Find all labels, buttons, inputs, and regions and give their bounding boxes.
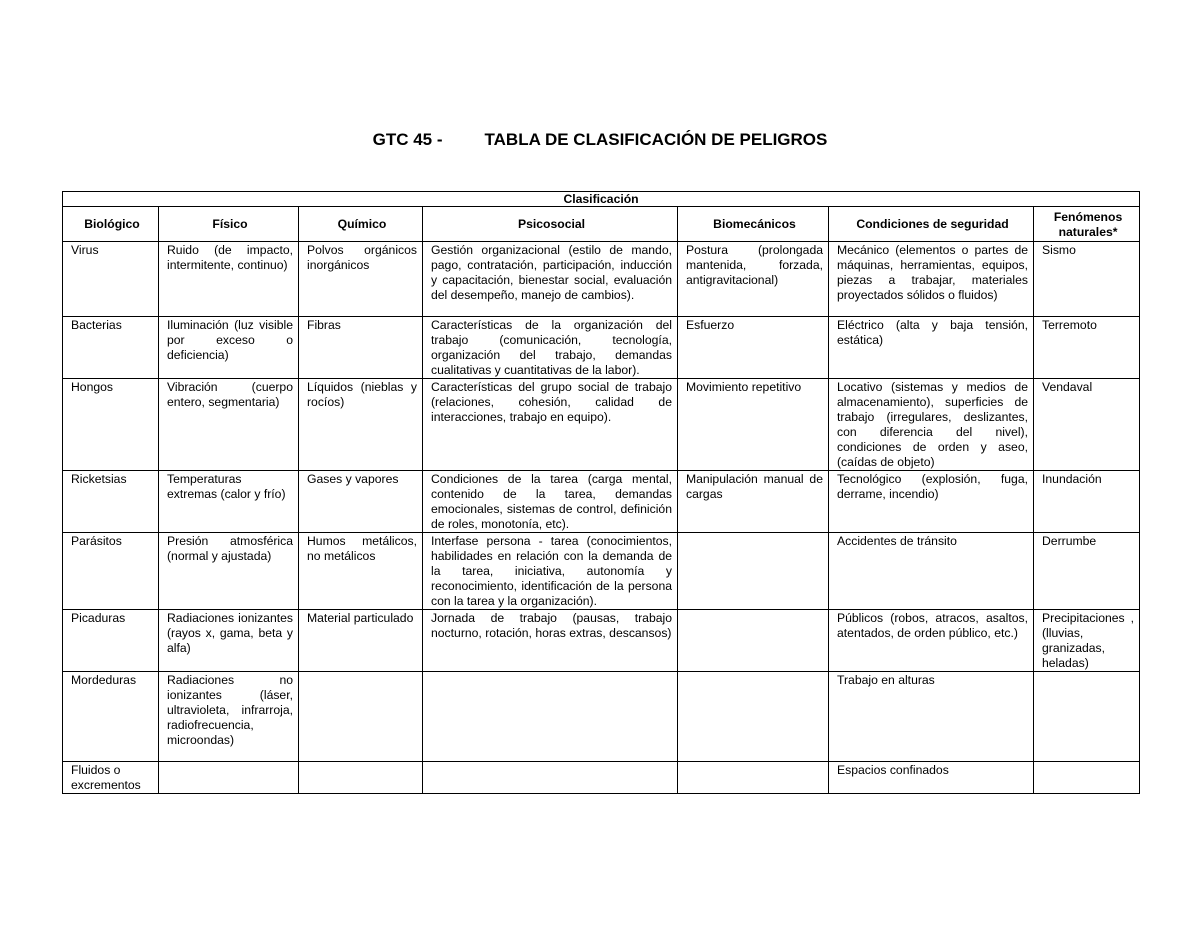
table-cell: Virus: [63, 242, 159, 317]
table-row: [63, 762, 1140, 794]
document-code: GTC 45 -: [372, 130, 443, 149]
table-cell: [299, 672, 423, 762]
table-cell: Accidentes de tránsito: [829, 533, 1034, 610]
table-cell: [678, 610, 829, 672]
table-cell: Jornada de trabajo (pausas, trabajo nocturno, rotación, horas extras, descansos): [423, 610, 678, 672]
column-header-quimico: Químico: [299, 207, 423, 242]
column-header-fenomenos-naturales: Fenómenos naturales*: [1034, 207, 1140, 242]
table-cell: Características de la organización del trabajo (comunicación, tecnología, organización del trabajo, demandas cualitativas y cuantitativas de la labor).: [423, 317, 678, 379]
table-cell: Bacterias: [63, 317, 159, 379]
table-cell: Eléctrico (alta y baja tensión, estática): [829, 317, 1034, 379]
table-cell: Postura (prolongada mantenida, forzada, antigravitacional): [678, 242, 829, 317]
table-cell: Temperaturas extremas (calor y frío): [159, 471, 299, 533]
table-cell: [423, 672, 678, 762]
table-cell: Vibración (cuerpo entero, segmentaria): [159, 379, 299, 471]
table-cell: Presión atmosférica (normal y ajustada): [159, 533, 299, 610]
hazard-classification-table: [62, 191, 1140, 794]
table-cell: Ricketsias: [63, 471, 159, 533]
table-cell: Líquidos (nieblas y rocíos): [299, 379, 423, 471]
table-cell: Parásitos: [63, 533, 159, 610]
document-title: TABLA DE CLASIFICACIÓN DE PELIGROS: [484, 130, 828, 149]
table-cell: Sismo: [1034, 242, 1140, 317]
table-row: [63, 471, 1140, 533]
column-header-psicosocial: Psicosocial: [423, 207, 678, 242]
table-row: [63, 610, 1140, 672]
table-cell: [678, 533, 829, 610]
table-cell: Movimiento repetitivo: [678, 379, 829, 471]
column-header-biologico: Biológico: [63, 207, 159, 242]
table-cell: Mordeduras: [63, 672, 159, 762]
table-cell: Públicos (robos, atracos, asaltos, atentados, de orden público, etc.): [829, 610, 1034, 672]
table-cell: Tecnológico (explosión, fuga, derrame, incendio): [829, 471, 1034, 533]
table-cell: Derrumbe: [1034, 533, 1140, 610]
table-cell: Condiciones de la tarea (carga mental, contenido de la tarea, demandas emocionales, sistemas de control, definición de roles, monotonía, etc).: [423, 471, 678, 533]
table-cell: [1034, 762, 1140, 794]
page-title: [0, 130, 1200, 150]
table-cell: Ruido (de impacto, intermitente, continuo): [159, 242, 299, 317]
column-header-condiciones-seguridad: Condiciones de seguridad: [829, 207, 1034, 242]
table-row: [63, 533, 1140, 610]
table-cell: Radiaciones no ionizantes (láser, ultravioleta, infrarroja, radiofrecuencia, microondas): [159, 672, 299, 762]
table-cell: Espacios confinados: [829, 762, 1034, 794]
table-cell: Características del grupo social de trabajo (relaciones, cohesión, calidad de interacciones, trabajo en equipo).: [423, 379, 678, 471]
table-cell: [299, 762, 423, 794]
table-cell: Esfuerzo: [678, 317, 829, 379]
table-cell: Terremoto: [1034, 317, 1140, 379]
table-row: [63, 672, 1140, 762]
table-cell: Locativo (sistemas y medios de almacenamiento), superficies de trabajo (irregulares, deslizantes, con diferencia del nivel), condiciones de orden y aseo, (caídas de objeto): [829, 379, 1034, 471]
table-cell: Material particulado: [299, 610, 423, 672]
table-cell: Radiaciones ionizantes (rayos x, gama, beta y alfa): [159, 610, 299, 672]
table-cell: Trabajo en alturas: [829, 672, 1034, 762]
table-row: [63, 242, 1140, 317]
table-cell: [678, 762, 829, 794]
table-cell: Mecánico (elementos o partes de máquinas, herramientas, equipos, piezas a trabajar, materiales proyectados sólidos o fluidos): [829, 242, 1034, 317]
table-row: [63, 317, 1140, 379]
table-cell: [1034, 672, 1140, 762]
table-cell: [678, 672, 829, 762]
column-header-biomecanicos: Biomecánicos: [678, 207, 829, 242]
table-cell: Gases y vapores: [299, 471, 423, 533]
table-cell: Iluminación (luz visible por exceso o deficiencia): [159, 317, 299, 379]
table-cell: Interfase persona - tarea (conocimientos, habilidades en relación con la demanda de la tarea, iniciativa, autonomía y reconocimiento, identificación de la persona con la tarea y la organización).: [423, 533, 678, 610]
table-cell: [423, 762, 678, 794]
table-cell: Polvos orgánicos inorgánicos: [299, 242, 423, 317]
table-cell: Fluidos o excrementos: [63, 762, 159, 794]
table-cell: Picaduras: [63, 610, 159, 672]
table-cell: Vendaval: [1034, 379, 1140, 471]
table-cell: [159, 762, 299, 794]
table-cell: Precipitaciones , (lluvias, granizadas, heladas): [1034, 610, 1140, 672]
table-cell: Fibras: [299, 317, 423, 379]
table-cell: Hongos: [63, 379, 159, 471]
table-cell: Humos metálicos, no metálicos: [299, 533, 423, 610]
table-cell: Manipulación manual de cargas: [678, 471, 829, 533]
table-cell: Inundación: [1034, 471, 1140, 533]
classification-group-header: Clasificación: [63, 192, 1140, 207]
table-cell: Gestión organizacional (estilo de mando, pago, contratación, participación, inducción y capacitación, bienestar social, evaluación del desempeño, manejo de cambios).: [423, 242, 678, 317]
table-row: [63, 379, 1140, 471]
column-header-fisico: Físico: [159, 207, 299, 242]
